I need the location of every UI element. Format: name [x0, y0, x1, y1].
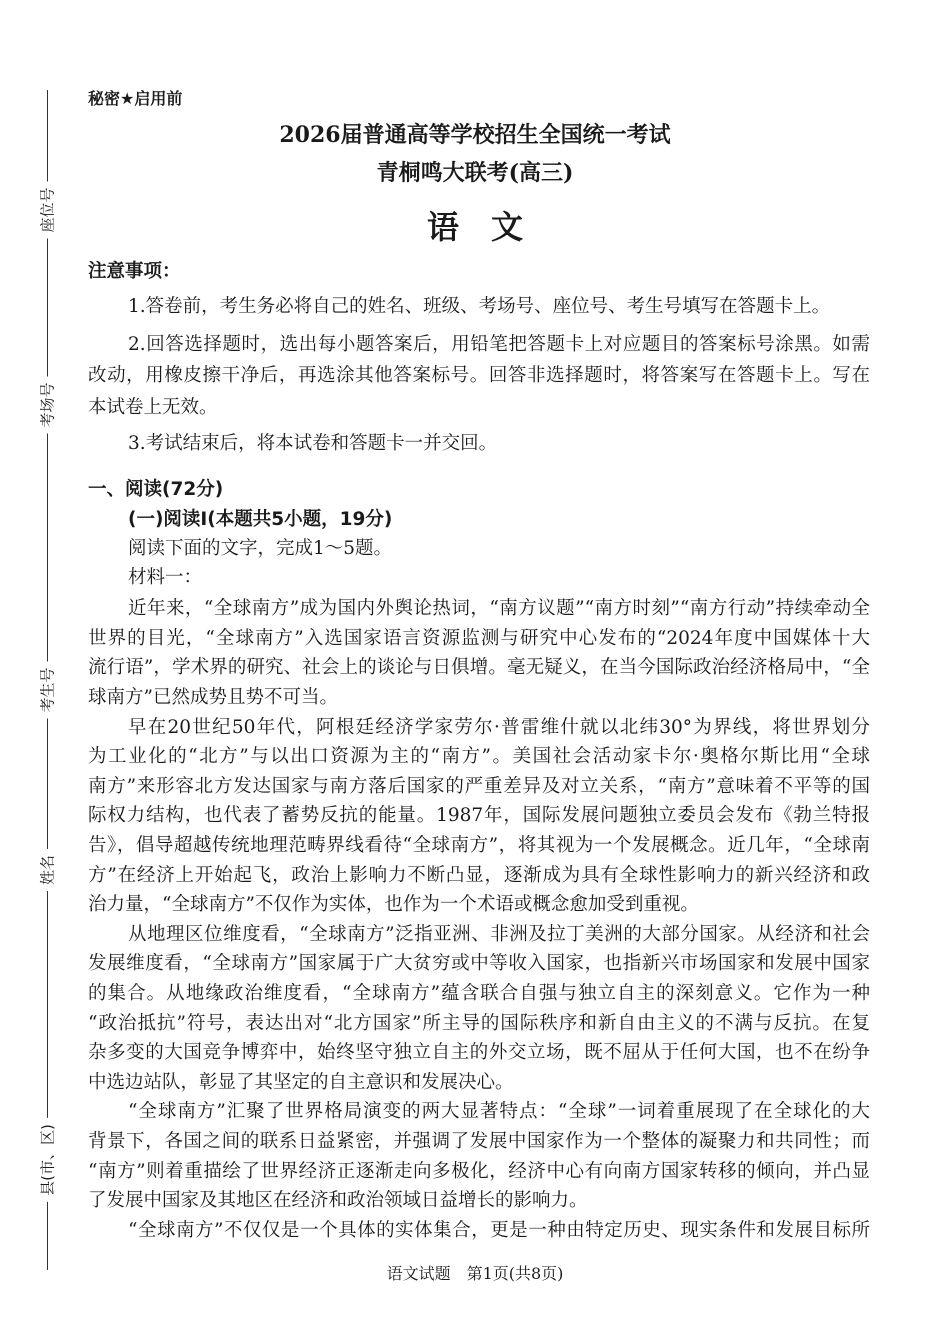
candidate-number-field-label: 考生号 [37, 661, 58, 718]
body-line: 从地理区位维度看，“全球南方”泛指亚洲、非洲及拉丁美洲的大部分国家。从经济和社会 [128, 924, 870, 945]
exam-room-field-label: 考场号 [37, 376, 58, 433]
confidential-label: 秘密★启用前 [88, 89, 183, 108]
body-line: 的集合。从地缘政治维度看，“全球南方”蕴含联合自强与独立自主的深刻意义。它作为一种 [88, 983, 870, 1004]
body-line: 球南方”已然成势且势不可当。 [88, 687, 338, 708]
body-line: 早在20世纪50年代，阿根廷经济学家劳尔·普雷维什就以北纬30°为界线，将世界划分 [128, 717, 870, 738]
page-footer: 语文试题 第1页(共8页) [386, 1264, 564, 1283]
body-line: “全球南方”汇聚了世界格局演变的两大显著特点：“全球”一词着重展现了在全球化的大 [128, 1101, 870, 1122]
notice-line: 本试卷上无效。 [88, 397, 218, 418]
material-label: 材料一： [128, 567, 203, 588]
body-line: 中选边站队，彰显了其坚定的自主意识和发展决心。 [88, 1072, 514, 1093]
body-line: 南方”来形容北方发达国家与南方落后国家的严重差异及对立关系，“南方”意味着不平等的国 [88, 776, 870, 797]
exam-subtitle: 青桐鸣大联考(高三) [376, 160, 574, 186]
subsection-heading: (一)阅读Ⅰ(本题共5小题，19分) [128, 509, 393, 530]
body-line: 治力量，“全球南方”不仅作为实体，也作为一个术语或概念愈加受到重视。 [88, 894, 699, 915]
notice-line: 2.回答选择题时，选出每小题答案后，用铅笔把答题卡上对应题目的答案标号涂黑。如需 [128, 334, 870, 355]
body-line: 际权力结构，也代表了蓄势反抗的能量。1987年，国际发展问题独立委员会发布《勃兰特报 [88, 805, 870, 826]
body-line: 流行语”，学术界的研究、社会上的谈论与日俱增。毫无疑义，在当今国际政治经济格局中，“全 [88, 657, 870, 678]
name-field-label: 姓名 [37, 849, 58, 891]
body-line: 背景下，各国之间的联系日益紧密，并强调了发展中国家作为一个整体的凝聚力和共同性；而 [88, 1131, 870, 1152]
notice-line: 改动，用橡皮擦干净后，再选涂其他答案标号。回答非选择题时，将答案写在答题卡上。写在 [88, 365, 870, 386]
notice-line: 1.答卷前，考生务必将自己的姓名、班级、考场号、座位号、考生号填写在答题卡上。 [128, 296, 831, 317]
subject-title: 语 文 [426, 208, 523, 246]
body-line: 发展维度看，“全球南方”国家属于广大贫穷或中等收入国家，也指新兴市场国家和发展中国家 [88, 953, 870, 974]
body-line: “全球南方”不仅仅是一个具体的实体集合，更是一种由特定历史、现实条件和发展目标所 [128, 1220, 870, 1241]
body-line: 了发展中国家及其地区在经济和政治领域日益增长的影响力。 [88, 1190, 588, 1211]
body-line: 世界的目光，“全球南方”入选国家语言资源监测与研究中心发布的“2024年度中国媒体十大 [88, 628, 870, 649]
section-heading: 一、阅读(72分) [88, 479, 224, 500]
notice-line: 3.考试结束后，将本试卷和答题卡一并交回。 [128, 433, 498, 454]
body-line: 近年来，“全球南方”成为国内外舆论热词，“南方议题”“南方时刻”“南方行动”持续牵动全 [128, 598, 870, 619]
county-field-label: 县(市、区) [37, 1118, 58, 1202]
instruction-text: 阅读下面的文字，完成1～5题。 [128, 538, 393, 559]
body-line: “南方”则着重描绘了世界经济正逐渐走向多极化，经济中心有向南方国家转移的倾向，并凸显 [88, 1161, 870, 1182]
body-line: 告》，倡导超越传统地理范畴界线看待“全球南方”，将其视为一个发展概念。近几年，“全球南 [88, 835, 870, 856]
body-line: “政治抵抗”符号，表达出对“北方国家”所主导的国际秩序和新自由主义的不满与反抗。在复 [88, 1013, 870, 1034]
body-line: 为工业化的“北方”与以出口资源为主的“南方”。美国社会活动家卡尔·奥格尔斯比用“全球 [88, 746, 870, 767]
exam-title: 2026届普通高等学校招生全国统一考试 [279, 122, 671, 148]
seat-number-field-label: 座位号 [37, 181, 58, 238]
body-line: 方”在经济上开始起飞，政治上影响力不断凸显，逐渐成为具有全球性影响力的新兴经济和政 [88, 865, 870, 886]
notice-heading: 注意事项： [88, 261, 181, 282]
body-line: 杂多变的大国竞争博弈中，始终坚守独立自主的外交立场，既不屈从于任何大国，也不在纷争 [88, 1042, 870, 1063]
